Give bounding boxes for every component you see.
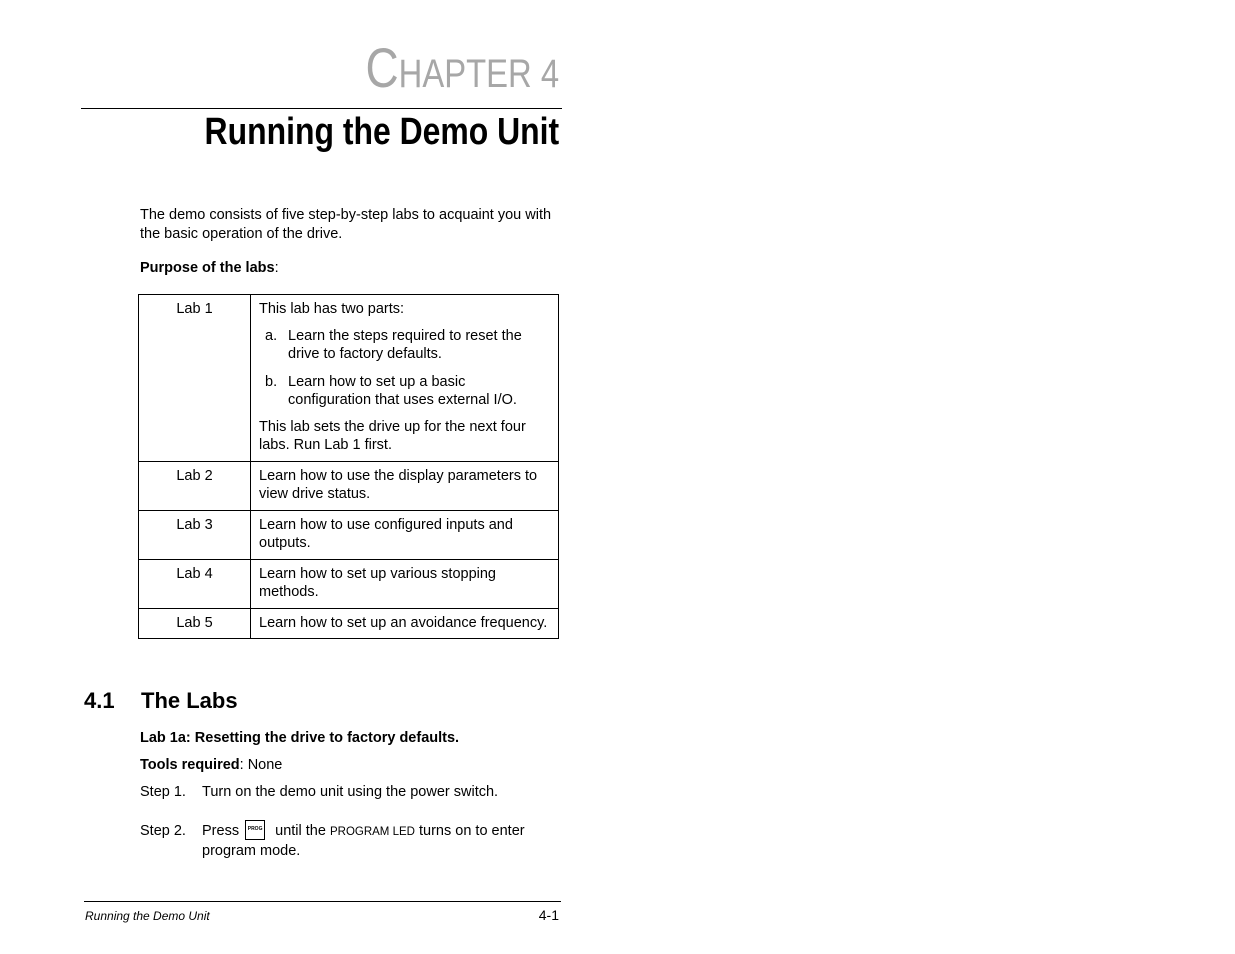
lab-description: Learn how to set up an avoidance frequency. xyxy=(251,608,559,639)
lab-description: Learn how to use configured inputs and outputs. xyxy=(251,510,559,559)
prog-key-label: PROG xyxy=(247,826,263,832)
step-text-rest: turns on to enter program mode. xyxy=(202,823,525,859)
lab-name: Lab 3 xyxy=(139,510,251,559)
step-text: Turn on the demo unit using the power switch. xyxy=(202,784,499,800)
list-item-text: Learn the steps required to reset the drive to factory defaults. xyxy=(288,327,522,362)
step-text-press: Press xyxy=(202,823,240,839)
lab-name: Lab 5 xyxy=(139,608,251,639)
table-row xyxy=(139,559,559,608)
section-number: 4.1 xyxy=(84,688,115,713)
list-item-letter: a. xyxy=(265,327,278,344)
list-item xyxy=(265,373,550,410)
tools-required-value: : None xyxy=(239,757,283,773)
section-heading xyxy=(84,688,238,714)
purpose-label xyxy=(140,259,279,278)
lab-name: Lab 4 xyxy=(139,559,251,608)
tools-required-label: Tools required xyxy=(140,757,240,773)
prog-key-icon xyxy=(245,820,265,840)
table-row xyxy=(139,295,559,462)
table-row xyxy=(139,461,559,510)
step-2 xyxy=(140,820,560,861)
chapter-label xyxy=(365,36,559,99)
lab-description xyxy=(251,295,559,462)
step-label: Step 2. xyxy=(140,823,186,839)
list-item xyxy=(265,327,550,364)
labs-table xyxy=(138,294,559,639)
step-text-until: until the xyxy=(275,823,326,839)
chapter-title: Running the Demo Unit xyxy=(204,111,559,153)
lab-description: Learn how to use the display parameters to view drive status. xyxy=(251,461,559,510)
lab-name: Lab 1 xyxy=(139,295,251,462)
table-row xyxy=(139,608,559,639)
list-item-letter: b. xyxy=(265,373,278,390)
page-number: 4-1 xyxy=(538,907,559,923)
step-text xyxy=(202,820,560,861)
chapter-label-rest: HAPTER 4 xyxy=(398,52,559,96)
step-label: Step 1. xyxy=(140,784,186,800)
header-rule xyxy=(81,108,562,109)
lab1-outro: This lab sets the drive up for the next four labs. Run Lab 1 first. xyxy=(259,418,526,453)
section-title: The Labs xyxy=(141,688,238,713)
step-1 xyxy=(140,783,560,802)
lab1-parts-list xyxy=(265,327,550,410)
tools-required xyxy=(140,757,282,773)
intro-paragraph: The demo consists of five step-by-step labs to acquaint you with the basic operation of the drive. xyxy=(140,207,552,242)
lab1-intro: This lab has two parts: xyxy=(259,301,405,317)
purpose-label-colon: : xyxy=(274,260,279,276)
list-item-text: Learn how to set up a basic configuration that uses external I/O. xyxy=(288,373,517,408)
lab1a-heading: Lab 1a: Resetting the drive to factory defaults. xyxy=(140,730,460,746)
lab-description: Learn how to set up various stopping methods. xyxy=(251,559,559,608)
footer-rule xyxy=(84,901,561,902)
table-row xyxy=(139,510,559,559)
chapter-label-initial: C xyxy=(365,36,399,99)
lab-name: Lab 2 xyxy=(139,461,251,510)
program-led-name: PROGRAM LED xyxy=(329,826,415,838)
purpose-label-text: Purpose of the labs xyxy=(140,260,275,276)
footer-title: Running the Demo Unit xyxy=(85,909,210,923)
